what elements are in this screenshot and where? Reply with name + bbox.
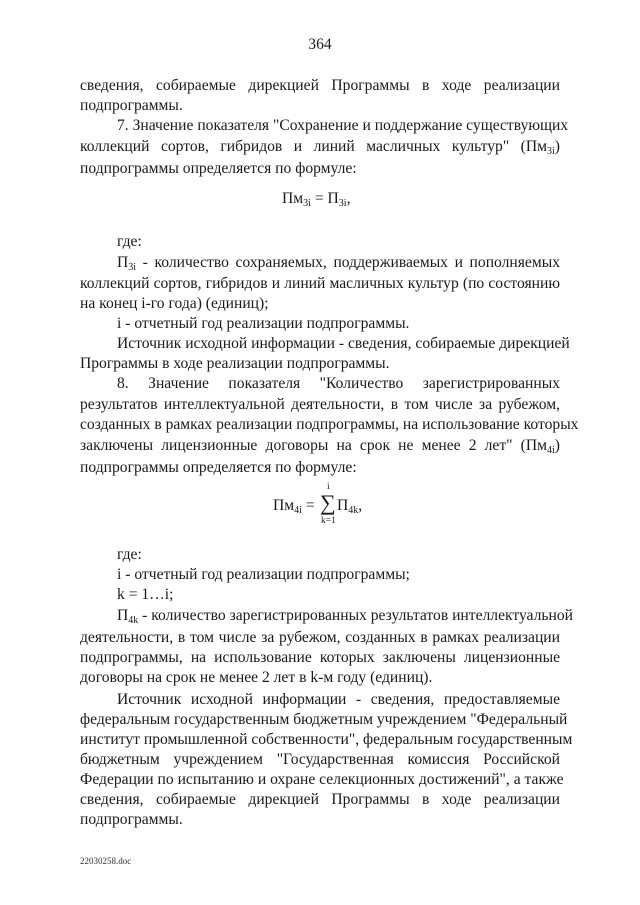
page-number: 364	[308, 36, 332, 53]
text-line: договоры на срок не менее 2 лет в k-м году (единиц).	[80, 669, 433, 686]
subscript: 3i	[128, 262, 137, 273]
text-line: коллекций сортов, гибридов и линий масличных культур (по состоянию	[80, 275, 560, 292]
text-line: k = 1…i;	[117, 586, 174, 603]
sum-sign: ∑	[320, 490, 336, 515]
text-line: подпрограммы.	[80, 811, 183, 828]
text-fragment: коллекций сортов, гибридов и линий масличных культур" (Пм	[80, 138, 548, 155]
subscript: 4k	[348, 505, 359, 516]
formula-lhs: Пм	[273, 497, 295, 514]
text-line: Источник исходной информации - сведения, собираемые дирекцией	[117, 335, 570, 352]
text-line: созданных в рамках реализации подпрограммы, на использование которых	[80, 416, 579, 433]
text-fragment: )	[554, 138, 560, 155]
text-line: i - отчетный год реализации подпрограммы;	[117, 566, 410, 583]
formula-term: П	[337, 497, 349, 514]
footer-filename: 22030258.doc	[80, 856, 132, 866]
text-line: подпрограммы определяется по формуле:	[80, 160, 357, 177]
text-line: на конец i-го года) (единиц);	[80, 295, 269, 312]
subscript: 3i	[547, 146, 555, 157]
formula-rhs: П	[327, 190, 339, 207]
text-line: подпрограммы, на использование которых заключены лицензионные	[80, 649, 560, 666]
text-line: деятельности, в том числе за рубежом, созданных в рамках реализации	[80, 629, 560, 646]
formula-end: ,	[346, 190, 351, 207]
text-line: результатов интеллектуальной деятельности, в том числе за рубежом,	[80, 396, 560, 413]
text-line: бюджетным учреждением "Государственная комиссия Российской	[80, 751, 560, 768]
text-fragment: - количество сохраняемых, поддерживаемых и пополняемых	[136, 254, 560, 271]
text-fragment: П	[117, 254, 129, 271]
text-line: подпрограммы.	[80, 97, 183, 114]
text-line: Программы в ходе реализации подпрограммы.	[80, 355, 390, 372]
text-line	[80, 137, 560, 157]
formula-lhs-group	[273, 497, 315, 515]
formula-term-group	[337, 497, 362, 515]
text-fragment: )	[554, 437, 560, 454]
subscript: 3i	[303, 198, 311, 209]
text-line: i - отчетный год реализации подпрограммы.	[117, 315, 410, 332]
formula-end: ,	[358, 497, 363, 514]
text-line	[117, 606, 574, 626]
formula-1	[282, 190, 350, 208]
sum-lower-limit: k=1	[321, 516, 336, 526]
text-line: Федерации по испытанию и охране селекционных достижений", а также	[80, 771, 564, 788]
subscript: 4k	[128, 615, 139, 626]
text-line	[117, 253, 560, 273]
text-line: федеральным государственным бюджетным учреждением "Федеральный	[80, 711, 568, 728]
text-line: сведения, собираемые дирекцией Программы в ходе реализации	[80, 77, 560, 94]
text-line	[80, 436, 560, 456]
text-line: где:	[117, 233, 142, 250]
text-line: 8. Значение показателя "Количество зарегистрированных	[117, 375, 560, 392]
text-line: подпрограммы определяется по формуле:	[80, 459, 357, 476]
formula-eq: =	[310, 190, 328, 207]
text-line: 7. Значение показателя "Сохранение и поддержание существующих	[117, 117, 569, 134]
formula-lhs: Пм	[282, 190, 304, 207]
subscript: 4i	[547, 445, 555, 456]
text-line: где:	[117, 546, 142, 563]
text-fragment: заключены лицензионные договоры на срок не менее 2 лет" (Пм	[80, 437, 548, 454]
text-line: Источник исходной информации - сведения, предоставляемые	[117, 691, 560, 708]
text-fragment: П	[117, 607, 129, 624]
text-line: институт промышленной собственности", федеральным государственным	[80, 731, 573, 748]
subscript: 3i	[338, 198, 347, 209]
sum-upper-limit: i	[327, 482, 330, 492]
subscript: 4i	[294, 505, 302, 516]
text-line: сведения, собираемые дирекцией Программы в ходе реализации	[80, 791, 560, 808]
text-fragment: - количество зарегистрированных результатов интеллектуальной	[138, 607, 574, 624]
formula-eq: =	[301, 497, 315, 514]
